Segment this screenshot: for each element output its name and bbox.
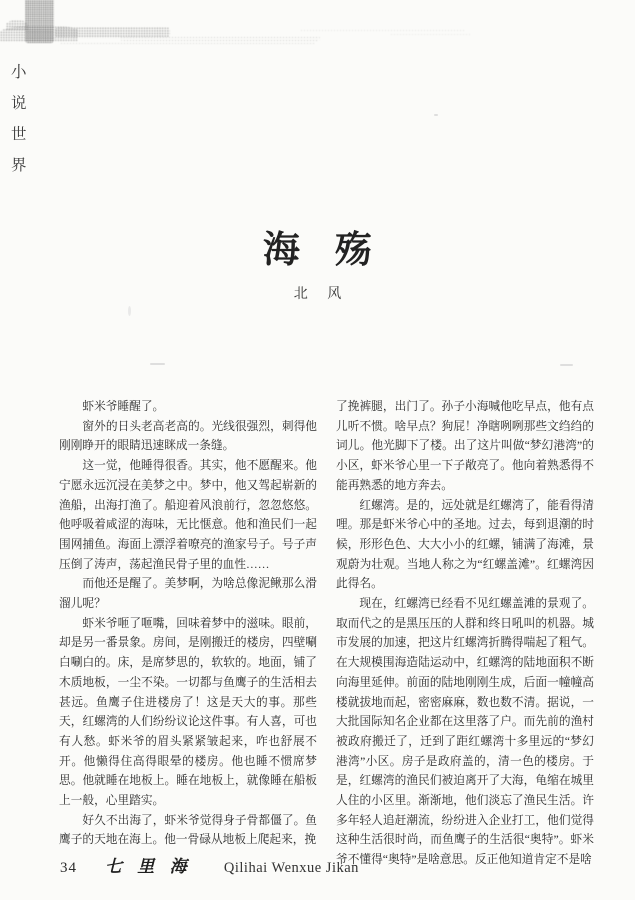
section-label-char: 界 — [11, 157, 27, 174]
story-paragraph: 虾米爷睡醒了。 — [82, 400, 165, 413]
text-column-right — [336, 397, 594, 870]
page-footer — [60, 852, 359, 877]
story-paragraph: 而他还是醒了。美梦啊，为啥总像泥鳅那么滑溜儿呢？ — [59, 577, 317, 611]
story-author: 北风 — [293, 287, 361, 302]
journal-title-chinese: 七里海 — [105, 857, 202, 876]
scan-speck — [434, 114, 438, 116]
page-number: 34 — [60, 860, 77, 876]
story-paragraph: 窗外的日头老高老高的。光线很强烈，刺得他刚刚睁开的眼睛迅速眯成一条缝。 — [59, 419, 317, 453]
story-paragraph: 现在，红螺湾已经看不见红螺盖滩的景观了。取而代之的是黑压压的人群和终日吼叫的机器。城市发展的加速，把这片红螺湾折腾得喘起了粗气。在大规模围海造陆运动中，红螺湾的陆地面积不断向海里延伸。前面的陆地刚刚生成，后面一幢幢高楼就拔地而起，密密麻麻，数也数不清。据说，一大批国际知名企业都在这里落了户。而先前的渔村被政府搬迁了，迁到了距红螺湾十多里远的“梦幻港湾”小区。房子是政府盖的，清一色的楼房。于是，红螺湾的渔民们被迫离开了大海，龟缩在城里人住的小区里。渐渐地，他们淡忘了渔民生活。许多年轻人追赶潮流，纷纷进入企业打工，他们觉得这种生活很时尚，而鱼鹰子的生活很“奥特”。虾米爷不懂得“奥特”是啥意思。反正他知道肯定不是啥 — [336, 597, 594, 867]
header-photo-streak-1 — [120, 36, 320, 41]
scan-speck — [560, 364, 573, 366]
scan-speck — [128, 306, 131, 316]
story-paragraph: 这一觉，他睡得很香。其实，他不愿醒来。他宁愿永远沉浸在美梦之中。梦中，他又驾起崭新的渔船，出海打渔了。船迎着风浪前行，忽忽悠悠。他呼吸着咸涩的海味，无比惬意。他和渔民们一起围网捕鱼。海面上漂浮着嘹亮的渔家号子。号子声压倒了涛声，荡起渔民骨子里的血性…… — [59, 459, 317, 571]
journal-title-pinyin: Qilihai Wenxue Jikan — [223, 860, 359, 876]
scan-speck — [150, 363, 165, 365]
section-label-char: 小 — [11, 64, 27, 81]
section-label — [11, 60, 27, 175]
story-paragraph: 了挽裤腿，出门了。孙子小海喊他吃早点，他有点儿听不惯。啥早点？狗屁！净瞎咧咧那些文绉绉的词儿。他光脚下了楼。出了这片叫做“梦幻港湾”的小区，虾米爷心里一下子敞亮了。他向着熟悉得不能再熟悉的地方奔去。 — [336, 400, 594, 492]
text-column-left — [59, 397, 317, 850]
header-photo-streak-2 — [60, 42, 315, 46]
story-title: 海殇 — [262, 230, 408, 271]
section-label-char: 说 — [11, 95, 27, 112]
story-paragraph: 虾米爷咂了咂嘴，回味着梦中的滋味。眼前，却是另一番景象。房间，是刚搬迁的楼房，四壁唰白唰白的。床，是席梦思的，软软的。地面，铺了木质地板，一尘不染。一切都与鱼鹰子的生活相去甚远。鱼鹰子住进楼房了！这是天大的事。那些天，红螺湾的人们纷纷议论这件事。有人喜，可也有人愁。虾米爷的眉头紧紧皱起来，咋也舒展不开。他懒得住高得眼晕的楼房。他也睡不惯席梦思。他就睡在地板上。睡在地板上，就像睡在船板上一般，心里踏实。 — [59, 616, 317, 808]
header-photo-peak — [6, 20, 28, 30]
header-photo-wisp — [390, 33, 470, 36]
section-label-char: 世 — [11, 126, 27, 143]
story-paragraph: 红螺湾。是的，远处就是红螺湾了，能看得清哩。那是虾米爷心中的圣地。过去，每到退潮的时候，形形色色、大大小小的红螺，铺满了海滩，景观蔚为壮观。当地人称之为“红螺盖滩”。红螺湾因此得名。 — [336, 498, 594, 591]
story-paragraph: 好久不出海了，虾米爷觉得身子骨都僵了。鱼鹰子的天地在海上。他一骨碌从地板上爬起来，挽 — [59, 813, 317, 847]
